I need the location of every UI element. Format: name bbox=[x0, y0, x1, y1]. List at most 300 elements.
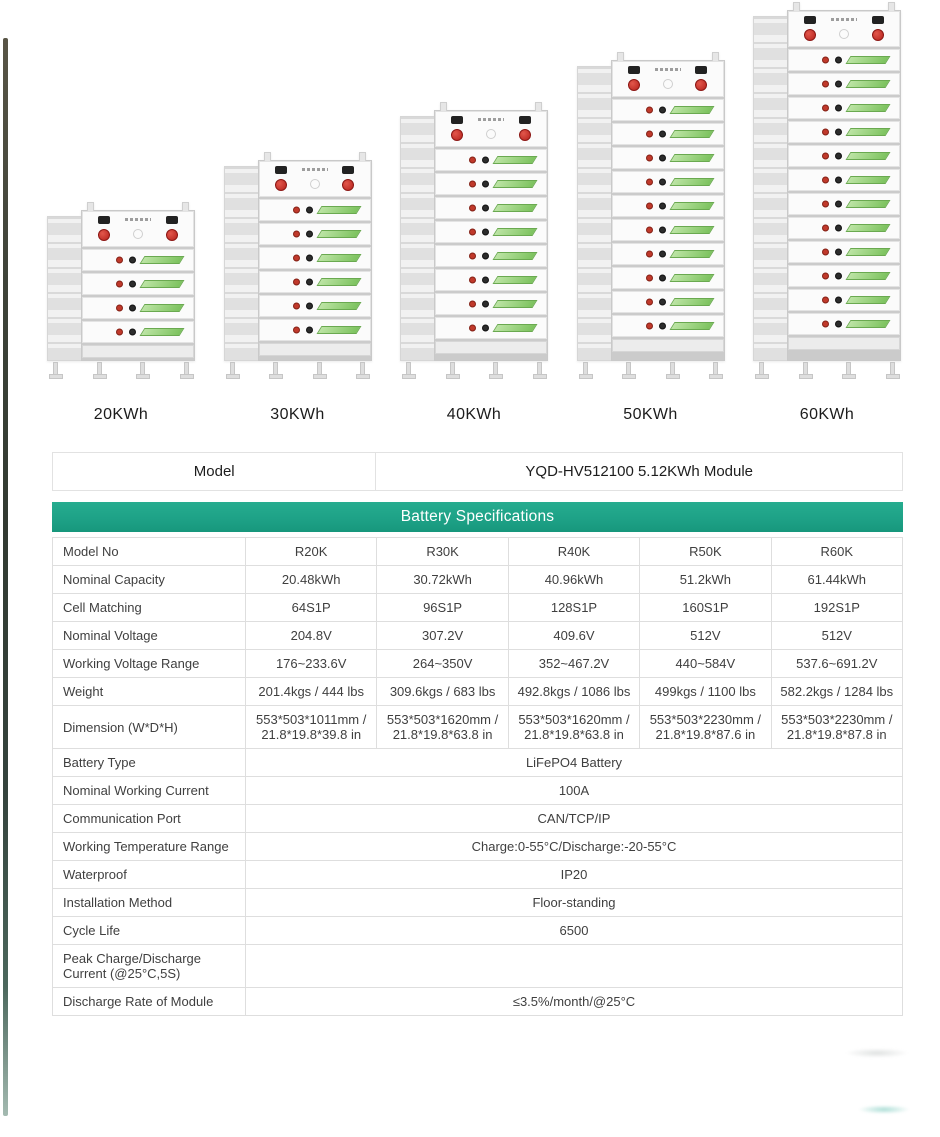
negative-terminal-icon bbox=[659, 203, 666, 210]
spec-value-cell: 553*503*1011mm / 21.8*19.8*39.8 in bbox=[246, 706, 377, 749]
spec-label-cell: Weight bbox=[53, 678, 246, 706]
battery-rack-image bbox=[577, 60, 725, 361]
spec-value-cell: 201.4kgs / 444 lbs bbox=[246, 678, 377, 706]
negative-terminal-icon bbox=[129, 329, 136, 336]
negative-terminal-icon bbox=[659, 251, 666, 258]
negative-terminal-icon bbox=[306, 327, 313, 334]
battery-module bbox=[259, 247, 371, 269]
battery-module bbox=[612, 267, 724, 289]
negative-terminal-icon bbox=[306, 255, 313, 262]
negative-terminal-icon bbox=[659, 155, 666, 162]
positive-terminal-icon bbox=[646, 131, 653, 138]
control-unit bbox=[82, 211, 194, 247]
positive-terminal-icon bbox=[646, 275, 653, 282]
connector-icon bbox=[98, 216, 110, 224]
negative-terminal-icon bbox=[129, 281, 136, 288]
positive-terminal-icon bbox=[646, 155, 653, 162]
spec-value-cell: LiFePO4 Battery bbox=[246, 749, 903, 777]
spec-label-cell: Nominal Voltage bbox=[53, 622, 246, 650]
spec-label-cell: Communication Port bbox=[53, 805, 246, 833]
rack-foot-icon bbox=[759, 362, 764, 376]
connector-icon bbox=[166, 216, 178, 224]
spec-label-cell: Installation Method bbox=[53, 889, 246, 917]
spec-value-cell bbox=[246, 945, 903, 988]
spec-label-cell: Nominal Capacity bbox=[53, 566, 246, 594]
connector-icon bbox=[519, 116, 531, 124]
vent-stripe-icon bbox=[669, 202, 714, 210]
vent-stripe-icon bbox=[669, 250, 714, 258]
battery-module bbox=[612, 291, 724, 313]
positive-terminal-icon bbox=[469, 229, 476, 236]
negative-terminal-icon bbox=[835, 201, 842, 208]
spec-value-cell: 352~467.2V bbox=[508, 650, 639, 678]
vent-stripe-icon bbox=[316, 254, 361, 262]
vent-stripe-icon bbox=[846, 272, 891, 280]
battery-module bbox=[259, 199, 371, 221]
positive-terminal-icon bbox=[646, 203, 653, 210]
rack-side-frame bbox=[753, 16, 787, 361]
vent-stripe-icon bbox=[669, 322, 714, 330]
battery-module bbox=[612, 147, 724, 169]
spec-value-cell: Charge:0-55°C/Discharge:-20-55°C bbox=[246, 833, 903, 861]
battery-module bbox=[788, 145, 900, 167]
spec-table bbox=[52, 537, 903, 1016]
red-terminal-icon bbox=[804, 29, 816, 41]
rack-foot-icon bbox=[493, 362, 498, 376]
vent-stripe-icon bbox=[493, 156, 538, 164]
red-terminal-icon bbox=[342, 179, 354, 191]
spec-value-cell: 309.6kgs / 683 lbs bbox=[377, 678, 508, 706]
positive-terminal-icon bbox=[293, 279, 300, 286]
positive-terminal-icon bbox=[822, 321, 829, 328]
spec-label-cell: Dimension (W*D*H) bbox=[53, 706, 246, 749]
spec-label-cell: Battery Type bbox=[53, 749, 246, 777]
spec-value-cell: 6500 bbox=[246, 917, 903, 945]
rack-front-stack bbox=[81, 210, 195, 361]
positive-terminal-icon bbox=[469, 325, 476, 332]
rack-foot-icon bbox=[803, 362, 808, 376]
spec-value-cell: 537.6~691.2V bbox=[771, 650, 902, 678]
negative-terminal-icon bbox=[482, 229, 489, 236]
rack-foot-icon bbox=[97, 362, 102, 376]
negative-terminal-icon bbox=[835, 249, 842, 256]
vent-stripe-icon bbox=[846, 296, 891, 304]
spec-value-cell: R40K bbox=[508, 538, 639, 566]
spec-row bbox=[53, 777, 903, 805]
vent-stripe-icon bbox=[316, 230, 361, 238]
vent-stripe-icon bbox=[846, 320, 891, 328]
rack-side-frame bbox=[577, 66, 611, 361]
battery-module bbox=[612, 219, 724, 241]
battery-rack-image bbox=[224, 160, 372, 361]
rack-foot-icon bbox=[890, 362, 895, 376]
rack-foot-icon bbox=[537, 362, 542, 376]
battery-module bbox=[788, 121, 900, 143]
connector-icon bbox=[872, 16, 884, 24]
battery-module bbox=[435, 173, 547, 195]
spec-value-cell: 264~350V bbox=[377, 650, 508, 678]
battery-module bbox=[788, 169, 900, 191]
spec-value-cell: 582.2kgs / 1284 lbs bbox=[771, 678, 902, 706]
content-area bbox=[52, 452, 903, 1016]
vent-stripe-icon bbox=[493, 252, 538, 260]
battery-module bbox=[612, 123, 724, 145]
rack-base-plate bbox=[82, 345, 194, 358]
control-unit bbox=[788, 11, 900, 47]
positive-terminal-icon bbox=[116, 281, 123, 288]
spec-label-cell: Model No bbox=[53, 538, 246, 566]
positive-terminal-icon bbox=[646, 323, 653, 330]
positive-terminal-icon bbox=[469, 157, 476, 164]
battery-module bbox=[435, 293, 547, 315]
negative-terminal-icon bbox=[835, 321, 842, 328]
capacity-label: 20KWh bbox=[93, 406, 149, 423]
vent-stripe-icon bbox=[846, 224, 891, 232]
datasheet-page bbox=[0, 10, 940, 1137]
spec-row bbox=[53, 889, 903, 917]
product bbox=[572, 60, 730, 424]
battery-rack-image bbox=[47, 210, 195, 361]
product bbox=[42, 210, 200, 424]
positive-terminal-icon bbox=[469, 205, 476, 212]
battery-module bbox=[788, 265, 900, 287]
negative-terminal-icon bbox=[482, 253, 489, 260]
battery-module bbox=[612, 171, 724, 193]
rack-foot-icon bbox=[450, 362, 455, 376]
vent-stripe-icon bbox=[316, 326, 361, 334]
vent-stripe-icon bbox=[669, 106, 714, 114]
vent-stripe-icon bbox=[669, 298, 714, 306]
brand-mark-icon bbox=[125, 218, 151, 221]
rack-front-stack bbox=[611, 60, 725, 361]
vent-stripe-icon bbox=[316, 278, 361, 286]
vent-stripe-icon bbox=[846, 56, 891, 64]
positive-terminal-icon bbox=[116, 305, 123, 312]
negative-terminal-icon bbox=[835, 129, 842, 136]
battery-module bbox=[612, 243, 724, 265]
spec-value-cell: 40.96kWh bbox=[508, 566, 639, 594]
spec-value-cell: 20.48kWh bbox=[246, 566, 377, 594]
emblem-icon bbox=[310, 179, 320, 189]
red-terminal-icon bbox=[519, 129, 531, 141]
battery-module bbox=[259, 295, 371, 317]
vent-stripe-icon bbox=[493, 204, 538, 212]
positive-terminal-icon bbox=[116, 329, 123, 336]
spec-section-header: Battery Specifications bbox=[52, 502, 903, 532]
positive-terminal-icon bbox=[646, 179, 653, 186]
connector-icon bbox=[804, 16, 816, 24]
battery-module bbox=[788, 289, 900, 311]
rack-base-plate bbox=[435, 341, 547, 354]
spec-value-cell: CAN/TCP/IP bbox=[246, 805, 903, 833]
negative-terminal-icon bbox=[659, 179, 666, 186]
vent-stripe-icon bbox=[669, 178, 714, 186]
positive-terminal-icon bbox=[469, 181, 476, 188]
spec-value-cell: 192S1P bbox=[771, 594, 902, 622]
rack-foot-icon bbox=[626, 362, 631, 376]
model-table bbox=[52, 452, 903, 491]
model-label-cell: Model bbox=[53, 453, 376, 491]
negative-terminal-icon bbox=[835, 105, 842, 112]
rack-feet bbox=[230, 362, 366, 379]
spec-value-cell: R20K bbox=[246, 538, 377, 566]
emblem-icon bbox=[133, 229, 143, 239]
connector-icon bbox=[342, 166, 354, 174]
spec-value-cell: ≤3.5%/month/@25°C bbox=[246, 988, 903, 1016]
rack-foot-icon bbox=[583, 362, 588, 376]
scan-edge-artifact bbox=[3, 38, 8, 1116]
positive-terminal-icon bbox=[822, 249, 829, 256]
positive-terminal-icon bbox=[822, 297, 829, 304]
rack-base-plate bbox=[788, 337, 900, 350]
spec-value-cell: 553*503*1620mm / 21.8*19.8*63.8 in bbox=[508, 706, 639, 749]
vent-stripe-icon bbox=[493, 228, 538, 236]
spec-label-cell: Working Voltage Range bbox=[53, 650, 246, 678]
vent-stripe-icon bbox=[846, 80, 891, 88]
connector-icon bbox=[695, 66, 707, 74]
vent-stripe-icon bbox=[140, 328, 185, 336]
positive-terminal-icon bbox=[293, 303, 300, 310]
spec-row bbox=[53, 566, 903, 594]
spec-row bbox=[53, 917, 903, 945]
battery-module bbox=[612, 195, 724, 217]
spec-label-cell: Nominal Working Current bbox=[53, 777, 246, 805]
spec-value-cell: 176~233.6V bbox=[246, 650, 377, 678]
battery-module bbox=[82, 249, 194, 271]
rack-foot-icon bbox=[140, 362, 145, 376]
rack-foot-icon bbox=[713, 362, 718, 376]
negative-terminal-icon bbox=[306, 231, 313, 238]
spec-row bbox=[53, 538, 903, 566]
battery-module bbox=[435, 149, 547, 171]
spec-row bbox=[53, 678, 903, 706]
positive-terminal-icon bbox=[293, 207, 300, 214]
spec-value-cell: 553*503*2230mm / 21.8*19.8*87.8 in bbox=[771, 706, 902, 749]
battery-module bbox=[435, 317, 547, 339]
battery-rack-image bbox=[753, 10, 901, 361]
negative-terminal-icon bbox=[835, 153, 842, 160]
products-row bbox=[42, 10, 906, 424]
watermark-smudge bbox=[858, 1105, 910, 1114]
negative-terminal-icon bbox=[306, 303, 313, 310]
spec-value-cell: 409.6V bbox=[508, 622, 639, 650]
connector-icon bbox=[451, 116, 463, 124]
watermark-smudge bbox=[845, 1048, 909, 1058]
rack-base-plate bbox=[259, 343, 371, 356]
negative-terminal-icon bbox=[835, 81, 842, 88]
spec-row bbox=[53, 945, 903, 988]
spec-value-cell: 512V bbox=[771, 622, 902, 650]
battery-module bbox=[788, 49, 900, 71]
brand-mark-icon bbox=[831, 18, 857, 21]
vent-stripe-icon bbox=[493, 324, 538, 332]
brand-mark-icon bbox=[478, 118, 504, 121]
red-terminal-icon bbox=[695, 79, 707, 91]
positive-terminal-icon bbox=[822, 129, 829, 136]
spec-value-cell: Floor-standing bbox=[246, 889, 903, 917]
battery-module bbox=[612, 315, 724, 337]
brand-mark-icon bbox=[302, 168, 328, 171]
red-terminal-icon bbox=[275, 179, 287, 191]
vent-stripe-icon bbox=[669, 226, 714, 234]
connector-icon bbox=[275, 166, 287, 174]
rack-front-stack bbox=[258, 160, 372, 361]
negative-terminal-icon bbox=[659, 299, 666, 306]
vent-stripe-icon bbox=[140, 280, 185, 288]
battery-module bbox=[435, 221, 547, 243]
rack-foot-icon bbox=[273, 362, 278, 376]
positive-terminal-icon bbox=[293, 231, 300, 238]
vent-stripe-icon bbox=[669, 274, 714, 282]
spec-row bbox=[53, 749, 903, 777]
rack-foot-icon bbox=[184, 362, 189, 376]
spec-value-cell: R50K bbox=[640, 538, 771, 566]
negative-terminal-icon bbox=[835, 297, 842, 304]
positive-terminal-icon bbox=[646, 299, 653, 306]
battery-module bbox=[82, 273, 194, 295]
rack-front-stack bbox=[787, 10, 901, 361]
spec-row bbox=[53, 861, 903, 889]
spec-row bbox=[53, 805, 903, 833]
positive-terminal-icon bbox=[822, 57, 829, 64]
battery-module bbox=[435, 269, 547, 291]
rack-foot-icon bbox=[317, 362, 322, 376]
spec-row bbox=[53, 988, 903, 1016]
vent-stripe-icon bbox=[846, 152, 891, 160]
negative-terminal-icon bbox=[835, 57, 842, 64]
emblem-icon bbox=[486, 129, 496, 139]
rack-foot-icon bbox=[406, 362, 411, 376]
positive-terminal-icon bbox=[822, 201, 829, 208]
vent-stripe-icon bbox=[140, 304, 185, 312]
spec-label-cell: Cell Matching bbox=[53, 594, 246, 622]
red-terminal-icon bbox=[98, 229, 110, 241]
vent-stripe-icon bbox=[846, 176, 891, 184]
spec-label-cell: Waterproof bbox=[53, 861, 246, 889]
positive-terminal-icon bbox=[116, 257, 123, 264]
rack-feet bbox=[583, 362, 719, 379]
spec-value-cell: R60K bbox=[771, 538, 902, 566]
rack-feet bbox=[53, 362, 189, 379]
capacity-label: 50KWh bbox=[623, 406, 678, 423]
battery-module bbox=[259, 319, 371, 341]
vent-stripe-icon bbox=[669, 154, 714, 162]
spec-value-cell: 499kgs / 1100 lbs bbox=[640, 678, 771, 706]
rack-side-frame bbox=[47, 216, 81, 361]
battery-module bbox=[82, 321, 194, 343]
negative-terminal-icon bbox=[659, 323, 666, 330]
vent-stripe-icon bbox=[669, 130, 714, 138]
control-unit bbox=[435, 111, 547, 147]
battery-module bbox=[612, 99, 724, 121]
rack-foot-icon bbox=[360, 362, 365, 376]
vent-stripe-icon bbox=[493, 300, 538, 308]
spec-value-cell: 96S1P bbox=[377, 594, 508, 622]
spec-label-cell: Working Temperature Range bbox=[53, 833, 246, 861]
negative-terminal-icon bbox=[482, 157, 489, 164]
spec-value-cell: 512V bbox=[640, 622, 771, 650]
vent-stripe-icon bbox=[493, 180, 538, 188]
battery-module bbox=[259, 223, 371, 245]
spec-value-cell: 492.8kgs / 1086 lbs bbox=[508, 678, 639, 706]
spec-row bbox=[53, 594, 903, 622]
rack-side-frame bbox=[400, 116, 434, 361]
spec-table-body bbox=[53, 538, 903, 1016]
negative-terminal-icon bbox=[129, 305, 136, 312]
spec-value-cell: 64S1P bbox=[246, 594, 377, 622]
capacity-label: 40KWh bbox=[446, 406, 502, 423]
rack-foot-icon bbox=[53, 362, 58, 376]
negative-terminal-icon bbox=[482, 325, 489, 332]
vent-stripe-icon bbox=[316, 302, 361, 310]
emblem-icon bbox=[663, 79, 673, 89]
control-unit bbox=[259, 161, 371, 197]
spec-row bbox=[53, 833, 903, 861]
negative-terminal-icon bbox=[482, 301, 489, 308]
rack-side-frame bbox=[224, 166, 258, 361]
spec-value-cell: 51.2kWh bbox=[640, 566, 771, 594]
spec-value-cell: 160S1P bbox=[640, 594, 771, 622]
negative-terminal-icon bbox=[306, 279, 313, 286]
vent-stripe-icon bbox=[316, 206, 361, 214]
spec-value-cell: 553*503*2230mm / 21.8*19.8*87.6 in bbox=[640, 706, 771, 749]
brand-mark-icon bbox=[655, 68, 681, 71]
negative-terminal-icon bbox=[482, 205, 489, 212]
rack-feet bbox=[759, 362, 895, 379]
spec-value-cell: 307.2V bbox=[377, 622, 508, 650]
battery-module bbox=[788, 217, 900, 239]
capacity-label: 30KWh bbox=[270, 406, 325, 423]
negative-terminal-icon bbox=[835, 273, 842, 280]
positive-terminal-icon bbox=[822, 225, 829, 232]
negative-terminal-icon bbox=[129, 257, 136, 264]
rack-feet bbox=[406, 362, 542, 379]
negative-terminal-icon bbox=[306, 207, 313, 214]
spec-row bbox=[53, 706, 903, 749]
battery-module bbox=[788, 193, 900, 215]
spec-value-cell: 204.8V bbox=[246, 622, 377, 650]
vent-stripe-icon bbox=[846, 128, 891, 136]
positive-terminal-icon bbox=[822, 153, 829, 160]
negative-terminal-icon bbox=[835, 177, 842, 184]
vent-stripe-icon bbox=[846, 248, 891, 256]
spec-value-cell: R30K bbox=[377, 538, 508, 566]
rack-foot-icon bbox=[846, 362, 851, 376]
battery-module bbox=[788, 313, 900, 335]
negative-terminal-icon bbox=[659, 131, 666, 138]
rack-front-stack bbox=[434, 110, 548, 361]
positive-terminal-icon bbox=[822, 81, 829, 88]
red-terminal-icon bbox=[628, 79, 640, 91]
emblem-icon bbox=[839, 29, 849, 39]
battery-module bbox=[788, 73, 900, 95]
spec-row bbox=[53, 650, 903, 678]
battery-module bbox=[788, 97, 900, 119]
spec-row bbox=[53, 622, 903, 650]
battery-module bbox=[435, 197, 547, 219]
spec-value-cell: 440~584V bbox=[640, 650, 771, 678]
spec-label-cell: Cycle Life bbox=[53, 917, 246, 945]
positive-terminal-icon bbox=[646, 251, 653, 258]
spec-label-cell: Discharge Rate of Module bbox=[53, 988, 246, 1016]
connector-icon bbox=[628, 66, 640, 74]
negative-terminal-icon bbox=[835, 225, 842, 232]
model-value-cell: YQD-HV512100 5.12KWh Module bbox=[376, 453, 903, 491]
rack-foot-icon bbox=[670, 362, 675, 376]
rack-base-plate bbox=[612, 339, 724, 352]
positive-terminal-icon bbox=[293, 327, 300, 334]
vent-stripe-icon bbox=[846, 104, 891, 112]
